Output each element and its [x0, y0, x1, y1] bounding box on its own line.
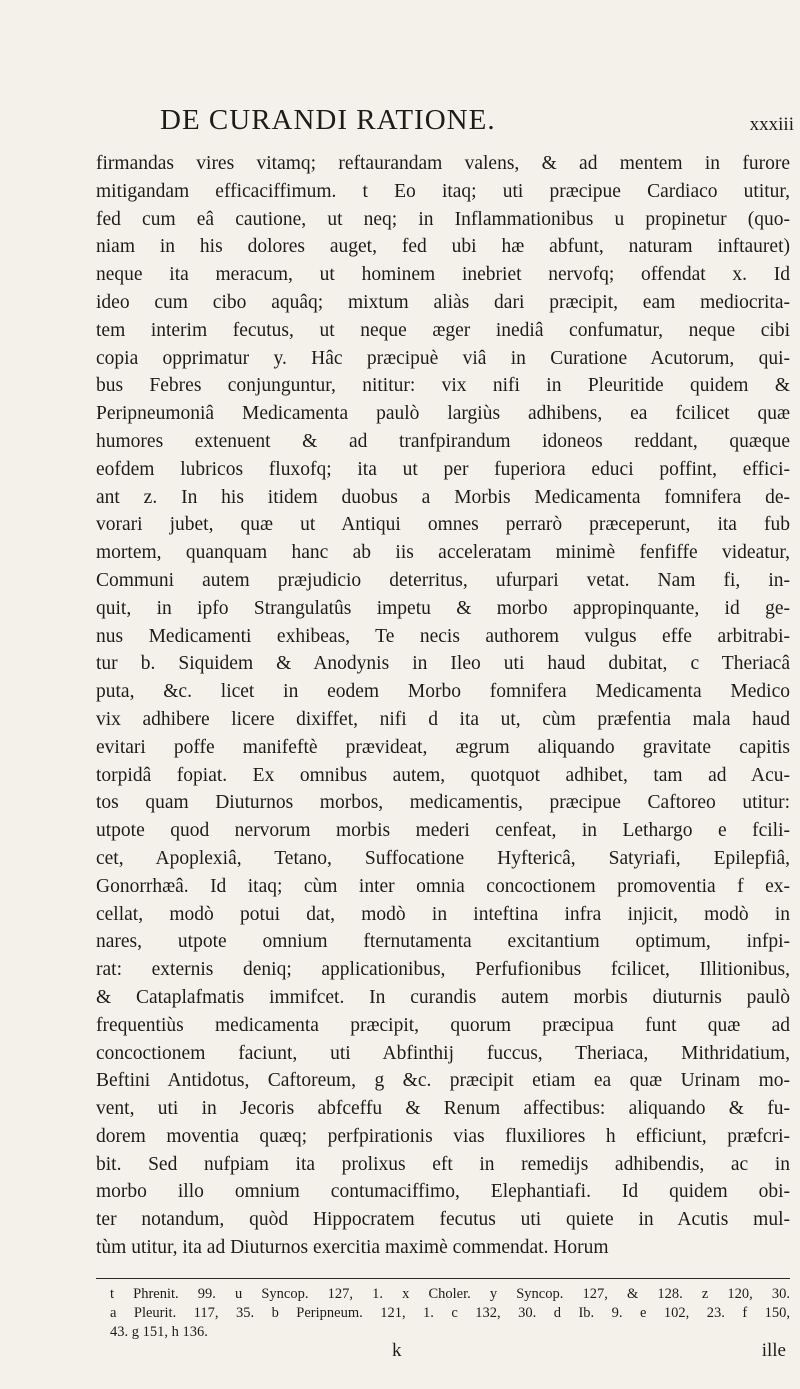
text-line: tem interim fecutus, ut neque æger inediâ confumatur, neque cibi: [96, 319, 790, 341]
text-line: vorari jubet, quæ ut Antiqui omnes perrarò præceperunt, ita fub: [96, 514, 790, 536]
text-line: & Cataplafmatis immifcet. In curandis autem morbis diuturnis paulò: [96, 986, 790, 1008]
footnote-rule: [96, 1278, 790, 1279]
text-line: eofdem lubricos fluxofq; ita ut per fuperiora educi poffint, effici-: [96, 458, 790, 480]
text-line: tos quam Diuturnos morbos, medicamentis, præcipue Caftoreo utitur:: [96, 792, 790, 814]
text-line: Beftini Antidotus, Caftoreum, g &c. præcipit etiam ea quæ Urinam mo-: [96, 1070, 790, 1092]
catchword: ille: [761, 1340, 786, 1361]
text-line: morbo illo omnium contumaciffimo, Elephantiafi. Id quidem obi-: [96, 1181, 790, 1203]
text-line: tur b. Siquidem & Anodynis in Ileo uti haud dubitat, c Theriacâ: [96, 653, 790, 675]
body-text: [96, 150, 790, 1262]
text-line: nus Medicamenti exhibeas, Te necis authorem vulgus effe arbitrabi-: [96, 625, 790, 647]
text-line: humores extenuent & ad tranfpirandum idoneos reddant, quæque: [96, 430, 790, 452]
text-line: frequentiùs medicamenta præcipit, quorum præcipua funt quæ ad: [96, 1014, 790, 1036]
text-line: Peripneumoniâ Medicamenta paulò largiùs adhibens, ea fcilicet quæ: [96, 403, 790, 425]
text-line: Gonorrhæâ. Id itaq; cùm inter omnia concoctionem promoventia f ex-: [96, 875, 790, 897]
footnote-line: t Phrenit. 99. u Syncop. 127, 1. x Choler. y Syncop. 127, & 128. z 120, 30.: [110, 1286, 790, 1302]
text-line: puta, &c. licet in eodem Morbo fomnifera Medicamenta Medico: [96, 681, 790, 703]
text-line: concoctionem faciunt, uti Abfinthij fuccus, Theriaca, Mithridatium,: [96, 1042, 790, 1064]
text-line: niam in his dolores auget, fed ubi hæ abfunt, naturam inftauret): [96, 236, 790, 258]
text-line: quit, in ipfo Strangulatûs impetu & morbo appropinquante, id ge-: [96, 597, 790, 619]
text-line: tùm utitur, ita ad Diuturnos exercitia maximè commendat. Horum: [96, 1237, 609, 1259]
text-line: utpote quod nervorum morbis mederi cenfeat, in Lethargo e fcili-: [96, 820, 790, 842]
text-line: ant z. In his itidem duobus a Morbis Medicamenta fomnifera de-: [96, 486, 790, 508]
text-line: ter notandum, quòd Hippocratem fecutus uti quiete in Acutis mul-: [96, 1209, 790, 1231]
text-line: dorem moventia quæq; perfpirationis vias fluxiliores h efficiunt, præfcri-: [96, 1125, 790, 1147]
footnotes: [110, 1285, 790, 1342]
text-line: vent, uti in Jecoris abfceffu & Renum affectibus: aliquando & fu-: [96, 1098, 790, 1120]
text-line: torpidâ fopiat. Ex omnibus autem, quotquot adhibet, tam ad Acu-: [96, 764, 790, 786]
text-line: fed cum eâ cautione, ut neq; in Inflammationibus u propinetur (quo-: [96, 208, 790, 230]
text-line: neque ita meracum, ut hominem inebriet nervofq; offendat x. Id: [96, 264, 790, 286]
footnote-line: a Pleurit. 117, 35. b Peripneum. 121, 1. c 132, 30. d Ib. 9. e 102, 23. f 150,: [110, 1305, 790, 1321]
page-header: [96, 104, 796, 144]
text-line: firmandas vires vitamq; reftaurandam valens, & ad mentem in furore: [96, 153, 790, 174]
text-line: evitari poffe manifeftè prævideat, ægrum aliquando gravitate capitis: [96, 736, 790, 758]
text-line: Communi autem præjudicio deterritus, ufurpari vetat. Nam fi, in-: [96, 569, 790, 591]
running-head: DE CURANDI RATIONE.: [160, 104, 496, 136]
text-line: vix adhibere licere dixiffet, nifi d ita ut, cùm præfentia mala haud: [96, 708, 790, 730]
text-line: nares, utpote omnium fternutamenta excitantium optimum, infpi-: [96, 931, 790, 953]
footnote-line: 43. g 151, h 136.: [110, 1324, 208, 1340]
text-line: cellat, modò potui dat, modò in inteftina infra injicit, modò in: [96, 903, 790, 925]
text-line: cet, Apoplexiâ, Tetano, Suffocatione Hyftericâ, Satyriafi, Epilepfiâ,: [96, 847, 790, 869]
text-line: rat: externis deniq; applicationibus, Perfufionibus fcilicet, Illitionibus,: [96, 959, 790, 981]
text-line: ideo cum cibo aquâq; mixtum aliàs dari præcipit, eam mediocrita-: [96, 291, 790, 313]
page-number: xxxiii: [749, 114, 794, 135]
text-line: mitigandam efficaciffimum. t Eo itaq; uti præcipue Cardiaco utitur,: [96, 180, 790, 202]
text-line: bit. Sed nufpiam ita prolixus eft in remedijs adhibendis, ac in: [96, 1153, 790, 1175]
text-line: mortem, quanquam hanc ab iis acceleratam minimè fenfiffe videatur,: [96, 542, 790, 564]
text-line: copia opprimatur y. Hâc præcipuè viâ in Curatione Acutorum, qui-: [96, 347, 790, 369]
text-line: bus Febres conjunguntur, nititur: vix nifi in Pleuritide quidem &: [96, 375, 790, 397]
signature-mark: k: [392, 1340, 402, 1361]
